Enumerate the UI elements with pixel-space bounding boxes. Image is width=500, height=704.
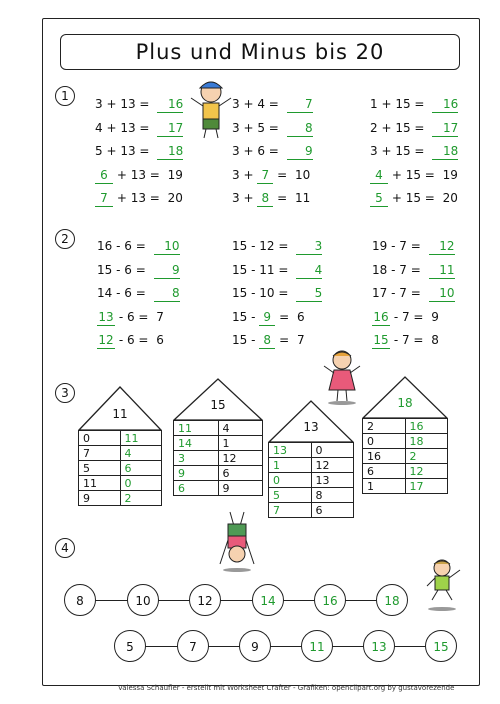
operand: 6: [124, 286, 132, 300]
given-value: 6: [311, 503, 354, 518]
equation-row: [95, 120, 183, 136]
answer-value: 11: [174, 421, 219, 436]
equation-row: [97, 309, 164, 325]
operand: 15: [232, 262, 248, 277]
answer-value: 13: [98, 309, 114, 324]
equals-sign: =: [135, 97, 154, 111]
equation-row: [95, 167, 183, 183]
operator: -: [247, 239, 260, 253]
equation-row: [232, 190, 310, 206]
equals-sign: =: [409, 333, 428, 347]
operand: 18: [372, 262, 388, 277]
answer-value: 8: [257, 190, 273, 207]
operand: 1: [370, 97, 378, 111]
equation-row: [372, 262, 455, 278]
operator: -: [387, 239, 400, 253]
girl-dress-illustration: [322, 348, 362, 406]
house-row: [79, 461, 162, 476]
answer-value: 17: [157, 120, 183, 137]
chain-answer-circle: 18: [376, 584, 408, 616]
house-row: [79, 491, 162, 506]
answer-value: 9: [287, 143, 313, 160]
operator: +: [239, 144, 258, 158]
operator: -: [390, 309, 402, 324]
given-value: 9: [218, 481, 263, 496]
operand: 3: [232, 97, 240, 111]
operand: 3: [232, 120, 240, 135]
given-value: 5: [79, 461, 121, 476]
result: 11: [295, 191, 311, 205]
given-value: 11: [79, 476, 121, 491]
given-value: 0: [311, 443, 354, 458]
equation-row: [372, 332, 439, 348]
operand: 17: [372, 286, 388, 300]
house-table: [362, 418, 448, 494]
equation-row: [370, 190, 458, 206]
house-row: [174, 436, 263, 451]
given-value: 1: [363, 479, 406, 494]
operand: 13: [120, 144, 136, 158]
operator: +: [102, 120, 121, 135]
answer-value: 15: [373, 333, 389, 347]
equation-row: [232, 96, 313, 112]
given-value: 8: [311, 488, 354, 503]
equation-row: [370, 143, 458, 159]
equation-row: [370, 120, 458, 136]
operand: 13: [120, 97, 136, 111]
answer-value: 6: [174, 481, 219, 496]
operator: +: [377, 144, 396, 158]
operand: 3: [95, 97, 103, 111]
kid-cap-illustration: [188, 78, 234, 140]
equation-row: [97, 332, 164, 348]
result: 7: [296, 333, 305, 347]
operand: 15: [232, 239, 248, 253]
operand: 12: [259, 239, 275, 253]
equals-sign: =: [410, 120, 429, 135]
operator: -: [390, 333, 402, 347]
house-table: [173, 420, 263, 496]
roof-number: 11: [112, 407, 128, 422]
chain-given-circle: 8: [64, 584, 96, 616]
answer-value: 3: [296, 238, 322, 255]
equals-sign: =: [410, 144, 429, 158]
equals-sign: =: [134, 333, 153, 347]
equation-row: [372, 238, 455, 254]
equation-row: [97, 238, 180, 254]
operator: +: [239, 167, 258, 182]
operator: +: [239, 97, 258, 111]
answer-value: 2: [120, 491, 162, 506]
answer-value: 12: [429, 238, 455, 255]
operand: 11: [259, 262, 275, 277]
roof-number: 13: [303, 420, 319, 435]
equals-sign: =: [420, 167, 439, 182]
operator: -: [247, 309, 260, 324]
operator: +: [102, 97, 121, 111]
answer-value: 5: [269, 488, 312, 503]
operator: -: [112, 262, 125, 277]
section-number-3: 3: [55, 383, 75, 403]
equation-row: [232, 143, 313, 159]
result: 9: [431, 309, 439, 324]
equals-sign: =: [273, 191, 292, 205]
equals-sign: =: [406, 239, 425, 253]
operator: +: [377, 97, 396, 111]
answer-value: 9: [174, 466, 219, 481]
equals-sign: =: [135, 120, 154, 135]
operator: +: [388, 167, 406, 182]
operator: +: [113, 167, 131, 182]
answer-value: 5: [370, 190, 388, 207]
equals-sign: =: [274, 239, 293, 253]
answer-value: 3: [174, 451, 219, 466]
operand: 15: [395, 97, 411, 111]
given-value: 4: [218, 421, 263, 436]
house-row: [363, 419, 448, 434]
operand: 15: [232, 286, 248, 300]
house-row: [79, 431, 162, 446]
equals-sign: =: [131, 286, 150, 300]
operand: 3: [370, 144, 378, 158]
house-row: [174, 451, 263, 466]
operator: +: [239, 191, 258, 205]
section-number-1: 1: [55, 86, 75, 106]
operand: 15: [232, 333, 248, 347]
equals-sign: =: [409, 309, 428, 324]
operand: 15: [395, 144, 411, 158]
chain-given-circle: 5: [114, 630, 146, 662]
given-value: 1: [218, 436, 263, 451]
result: 6: [156, 333, 164, 347]
operand: 7: [399, 239, 407, 253]
house-row: [269, 503, 354, 518]
given-value: 16: [363, 449, 406, 464]
operand: 14: [97, 286, 113, 300]
kid-handstand-illustration: [216, 508, 258, 574]
answer-value: 9: [259, 309, 275, 326]
answer-value: 8: [259, 332, 275, 349]
operator: -: [247, 262, 260, 277]
equation-row: [95, 190, 183, 206]
operand: 6: [126, 309, 135, 324]
operand: 19: [372, 239, 388, 253]
house-row: [363, 434, 448, 449]
operand: 5: [95, 144, 103, 158]
answer-value: 8: [154, 285, 180, 302]
result: 6: [296, 309, 305, 324]
result: 10: [295, 167, 311, 182]
operand: 16: [97, 239, 113, 253]
equals-sign: =: [264, 120, 283, 135]
given-value: 12: [311, 458, 354, 473]
result: 20: [442, 191, 458, 205]
section-number-4: 4: [55, 538, 75, 558]
operator: +: [102, 144, 121, 158]
operand: 15: [395, 120, 411, 135]
equation-row: [232, 120, 313, 136]
operator: +: [113, 191, 131, 205]
operand: 10: [259, 286, 275, 300]
house-row: [363, 464, 448, 479]
operand: 3: [232, 167, 240, 182]
equation-row: [232, 309, 305, 325]
given-value: 0: [363, 434, 406, 449]
equals-sign: =: [420, 191, 439, 205]
equals-sign: =: [275, 333, 293, 347]
answer-value: 16: [373, 309, 389, 324]
operator: -: [112, 286, 125, 300]
answer-value: 7: [95, 190, 113, 207]
answer-value: 4: [120, 446, 162, 461]
section-number-2: 2: [55, 229, 75, 249]
house-table: [268, 442, 354, 518]
house-row: [174, 421, 263, 436]
chain-answer-circle: 13: [363, 630, 395, 662]
result: 19: [167, 167, 183, 182]
answer-value: 6: [120, 461, 162, 476]
chain-given-circle: 9: [239, 630, 271, 662]
house-row: [174, 466, 263, 481]
operand: 13: [130, 191, 146, 205]
operator: +: [239, 120, 258, 135]
equals-sign: =: [135, 144, 154, 158]
house-row: [79, 476, 162, 491]
answer-value: 17: [432, 120, 458, 137]
operand: 6: [257, 144, 265, 158]
chain-answer-circle: 14: [252, 584, 284, 616]
given-value: 7: [79, 446, 121, 461]
operand: 15: [405, 167, 421, 182]
equation-row: [232, 167, 310, 183]
chain-given-circle: 7: [177, 630, 209, 662]
answer-value: 5: [296, 285, 322, 302]
operand: 7: [399, 262, 407, 277]
house-row: [79, 446, 162, 461]
operand: 15: [97, 262, 113, 277]
answer-value: 14: [174, 436, 219, 451]
equation-row: [372, 285, 455, 301]
equals-sign: =: [406, 262, 425, 277]
operator: -: [115, 333, 127, 347]
answer-value: 16: [405, 419, 448, 434]
operand: 15: [405, 191, 421, 205]
operand: 6: [126, 333, 135, 347]
equation-row: [232, 332, 305, 348]
equation-row: [232, 262, 322, 278]
operator: -: [112, 239, 125, 253]
given-value: 6: [218, 466, 263, 481]
house-row: [174, 481, 263, 496]
answer-value: 4: [296, 262, 322, 279]
answer-value: 11: [120, 431, 162, 446]
page-title: Plus und Minus bis 20: [60, 34, 460, 70]
result: 20: [167, 191, 183, 205]
answer-value: 8: [287, 120, 313, 137]
given-value: 12: [218, 451, 263, 466]
answer-value: 0: [269, 473, 312, 488]
answer-value: 18: [432, 143, 458, 160]
operand: 4: [257, 97, 265, 111]
roof-number: 15: [210, 398, 226, 413]
equation-row: [95, 96, 183, 112]
equals-sign: =: [134, 309, 153, 324]
result: 8: [431, 333, 439, 347]
operand: 7: [399, 286, 407, 300]
equals-sign: =: [145, 167, 164, 182]
operand: 13: [130, 167, 146, 182]
operator: +: [388, 191, 406, 205]
answer-value: 7: [287, 96, 313, 113]
chain-given-circle: 12: [189, 584, 221, 616]
answer-value: 11: [429, 262, 455, 279]
answer-value: 7: [257, 167, 273, 184]
equals-sign: =: [406, 286, 425, 300]
answer-value: 18: [157, 143, 183, 160]
operand: 3: [232, 191, 240, 205]
given-value: 13: [311, 473, 354, 488]
answer-value: 9: [154, 262, 180, 279]
equation-row: [372, 309, 439, 325]
equals-sign: =: [145, 191, 164, 205]
equals-sign: =: [275, 309, 293, 324]
operand: 7: [401, 333, 410, 347]
given-value: 2: [363, 419, 406, 434]
answer-value: 12: [405, 464, 448, 479]
operand: 15: [232, 309, 248, 324]
chain-answer-circle: 16: [314, 584, 346, 616]
operand: 4: [95, 120, 103, 135]
equals-sign: =: [264, 144, 283, 158]
operator: -: [247, 333, 260, 347]
equation-row: [97, 262, 180, 278]
chain-answer-circle: 15: [425, 630, 457, 662]
answer-value: 10: [429, 285, 455, 302]
answer-value: 12: [98, 333, 114, 347]
equals-sign: =: [131, 262, 150, 277]
equals-sign: =: [264, 97, 283, 111]
answer-value: 13: [269, 443, 312, 458]
chain-given-circle: 10: [127, 584, 159, 616]
answer-value: 16: [157, 96, 183, 113]
roof-number: 18: [397, 396, 413, 411]
given-value: 0: [79, 431, 121, 446]
operator: -: [387, 262, 400, 277]
equation-row: [232, 285, 322, 301]
answer-value: 18: [405, 434, 448, 449]
kid-jumping-illustration: [424, 558, 464, 612]
answer-value: 6: [95, 167, 113, 184]
result: 19: [442, 167, 458, 182]
operand: 6: [124, 239, 132, 253]
answer-value: 2: [405, 449, 448, 464]
house-table: [78, 430, 162, 506]
house-row: [363, 449, 448, 464]
answer-value: 10: [154, 238, 180, 255]
equation-row: [370, 167, 458, 183]
equals-sign: =: [274, 286, 293, 300]
operand: 6: [124, 262, 132, 277]
equals-sign: =: [273, 167, 292, 182]
answer-value: 7: [269, 503, 312, 518]
given-value: 9: [79, 491, 121, 506]
equals-sign: =: [410, 97, 429, 111]
operand: 2: [370, 120, 378, 135]
operator: -: [115, 309, 127, 324]
equation-row: [370, 96, 458, 112]
answer-value: 16: [432, 96, 458, 113]
answer-value: 0: [120, 476, 162, 491]
result: 7: [156, 309, 164, 324]
equation-row: [97, 285, 180, 301]
operand: 5: [257, 120, 265, 135]
house-row: [363, 479, 448, 494]
house-row: [269, 458, 354, 473]
operator: +: [377, 120, 396, 135]
answer-value: 4: [370, 167, 388, 184]
equation-row: [232, 238, 322, 254]
house-row: [269, 443, 354, 458]
footer-credits: Valessa Schaufler - erstellt mit Worksheet Crafter - Grafiken: openclipart.org by gustavorezende: [118, 684, 455, 692]
equation-row: [95, 143, 183, 159]
chain-answer-circle: 11: [301, 630, 333, 662]
house-row: [269, 488, 354, 503]
answer-value: 17: [405, 479, 448, 494]
operand: 3: [232, 144, 240, 158]
equals-sign: =: [131, 239, 150, 253]
operator: -: [247, 286, 260, 300]
answer-value: 1: [269, 458, 312, 473]
house-row: [269, 473, 354, 488]
operator: -: [387, 286, 400, 300]
equals-sign: =: [274, 262, 293, 277]
operand: 13: [120, 120, 136, 135]
operand: 7: [401, 309, 410, 324]
given-value: 6: [363, 464, 406, 479]
